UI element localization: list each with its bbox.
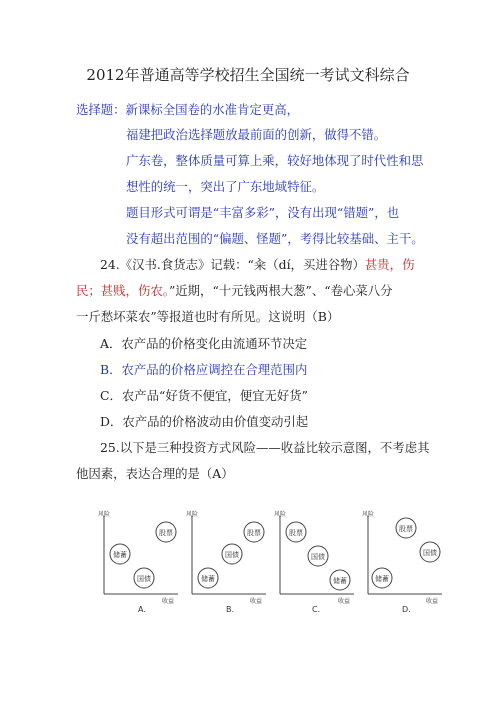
intro-heading: 选择题：新课标全国卷的水准肯定更高， (76, 102, 300, 117)
chart-c (270, 506, 356, 616)
chart-c-text-savings: 储蓄 (333, 577, 347, 585)
q25-line-1: 25.以下是三种投资方式风险——收益比较示意图，不考虑其 (100, 440, 430, 455)
intro-form-1: 题目形式可谓是“丰富多彩”，没有出现“错题”，也 (126, 205, 400, 220)
q24-option-d: D．农产品的价格波动由价值变动引起 (100, 414, 309, 429)
chart-c-label: C. (312, 605, 321, 614)
chart-d-text-savings: 储蓄 (375, 575, 389, 583)
chart-a-text-bond: 国债 (137, 575, 151, 583)
intro-form-2: 没有超出范围的“偏题、怪题”，考得比较基础、主干。 (126, 231, 424, 246)
chart-a (94, 506, 180, 616)
q24-option-a: A．农产品的价格变化由流通环节决定 (100, 336, 308, 351)
q24-line-2-red: 民；甚贱，伤农。 (76, 283, 169, 298)
chart-a-svg (94, 506, 180, 616)
intro-guangdong-1: 广东卷，整体质量可算上乘，较好地体现了时代性和思 (126, 153, 424, 168)
chart-a-text-savings: 储蓄 (113, 551, 127, 559)
chart-b-x-label: 收益 (250, 598, 263, 605)
chart-a-y-label: 风险 (98, 511, 111, 518)
chart-a-x-label: 收益 (162, 598, 175, 605)
q24-line-3: 一斤愁坏菜农”等报道也时有所见。这说明（B） (76, 309, 340, 324)
risk-return-charts (94, 506, 444, 616)
chart-c-y-label: 风险 (274, 511, 287, 518)
chart-b-y-label: 风险 (186, 511, 199, 518)
chart-b-svg (182, 506, 268, 616)
chart-d-label: D. (402, 605, 411, 614)
chart-b (182, 506, 268, 616)
chart-c-text-stock: 股票 (289, 529, 303, 537)
intro-fujian: 福建把政治选择题放最前面的创新，做得不错。 (126, 127, 387, 142)
chart-c-svg (270, 506, 356, 616)
page-title: 2012年普通高等学校招生全国统一考试文科综合 (86, 66, 410, 84)
chart-c-x-label: 收益 (338, 598, 351, 605)
q24-option-b: B．农产品的价格应调控在合理范围内 (100, 362, 308, 377)
chart-d-y-label: 风险 (362, 511, 375, 518)
q24-line-2 (76, 283, 393, 299)
chart-d (358, 506, 444, 616)
q24-line-1-text: 24.《汉书.食货志》记载：“籴（dí，买进谷物） (100, 257, 365, 272)
chart-d-svg (358, 506, 444, 616)
chart-d-text-stock: 股票 (399, 525, 413, 533)
chart-c-text-bond: 国债 (311, 553, 325, 561)
chart-a-label: A. (138, 605, 146, 614)
intro-guangdong-2: 想性的统一，突出了广东地域特征。 (126, 179, 325, 194)
q24-option-c: C．农产品“好货不便宜，便宜无好货” (100, 388, 309, 403)
q24-line-1-red: 甚贵，伤 (364, 257, 415, 272)
chart-d-x-label: 收益 (426, 598, 439, 605)
chart-b-text-stock: 股票 (247, 529, 261, 537)
chart-b-text-savings: 储蓄 (201, 575, 215, 583)
q24-line-1 (100, 257, 414, 273)
chart-d-text-bond: 国债 (423, 549, 437, 557)
chart-b-label: B. (226, 605, 235, 614)
chart-b-text-bond: 国债 (225, 551, 239, 559)
q24-line-2-text: ”近期，“十元钱两根大葱”、“卷心菜八分 (168, 283, 393, 298)
chart-a-text-stock: 股票 (159, 529, 173, 537)
q25-line-2: 他因素，表达合理的是（A） (76, 466, 234, 481)
